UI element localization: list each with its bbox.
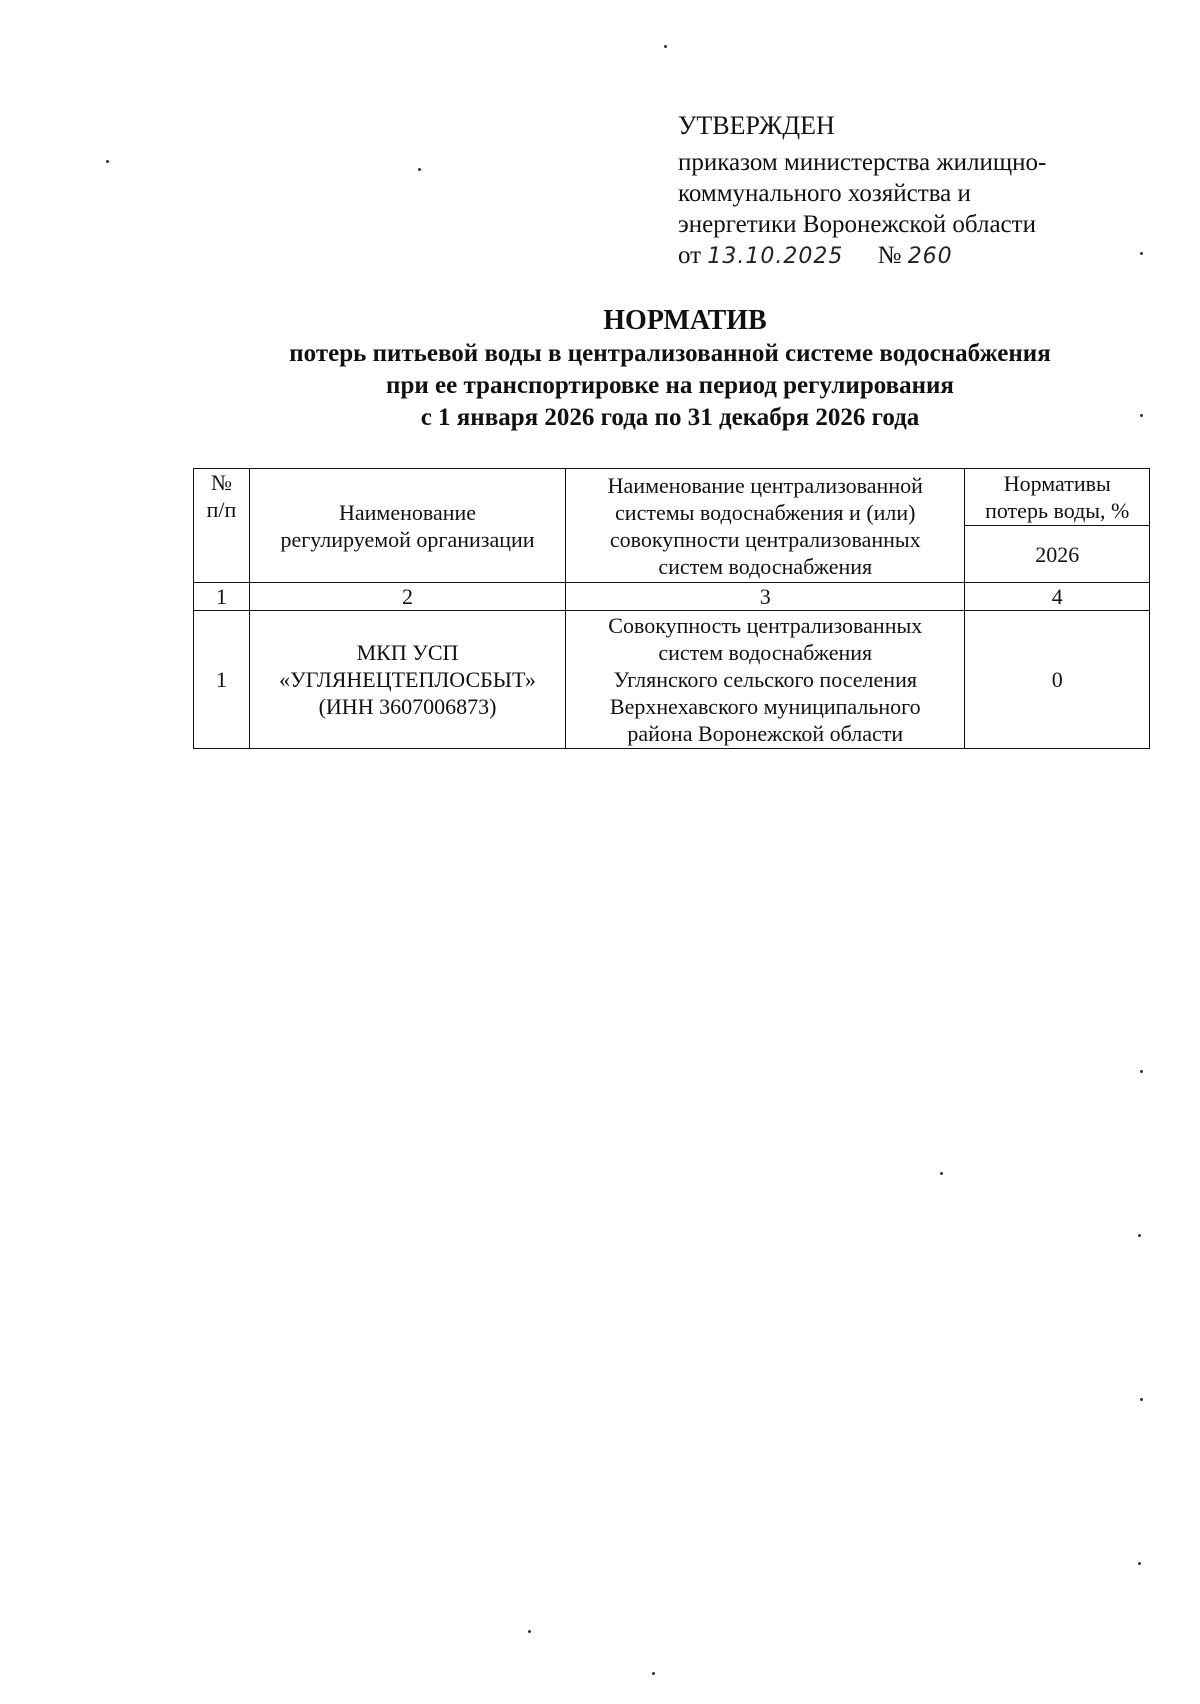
approved-heading: УТВЕРЖДЕН	[678, 111, 835, 140]
header-num-line-2: п/п	[206, 497, 237, 522]
scan-speck	[418, 168, 421, 171]
subtitle-line-1: потерь питьевой воды в централизованной системе водоснабжения	[289, 340, 1051, 367]
approval-block	[678, 110, 1158, 272]
row-org-line-3: (ИНН 3607006873)	[318, 694, 497, 719]
header-num	[194, 469, 250, 583]
document-title	[0, 304, 1200, 434]
row-system-line-5: района Воронежской области	[627, 721, 904, 746]
scan-speck	[1140, 252, 1143, 255]
approval-line-1: приказом министерства жилищно-	[678, 149, 1047, 176]
header-num-line-1: №	[210, 470, 232, 495]
scan-speck	[528, 1630, 531, 1633]
header-system-line-2: системы водоснабжения и (или)	[615, 499, 916, 525]
subtitle-line-3: с 1 января 2026 года по 31 декабря 2026 года	[420, 404, 920, 431]
header-norms-line-2: потерь воды, %	[985, 498, 1130, 523]
column-number-2: 2	[249, 583, 565, 611]
row-system	[566, 611, 965, 749]
row-system-line-1: Совокупность централизованных	[608, 613, 923, 638]
row-org	[249, 611, 565, 749]
row-org-line-2: «УГЛЯНЕЦТЕПЛОСБЫТ»	[279, 667, 536, 692]
header-year: 2026	[965, 526, 1150, 583]
row-org-line-1: МКП УСП	[356, 640, 459, 665]
header-org	[249, 469, 565, 583]
header-system	[566, 469, 965, 583]
column-number-row	[194, 583, 1150, 611]
header-org-line-2: регулируемой организации	[280, 526, 535, 552]
table-row	[194, 611, 1150, 749]
scan-speck	[106, 160, 109, 163]
scan-speck	[940, 1172, 943, 1175]
scan-speck	[1138, 1234, 1141, 1237]
column-number-1: 1	[194, 583, 250, 611]
norm-table	[193, 468, 1150, 749]
scan-speck	[664, 45, 667, 48]
approval-date-line	[678, 240, 1158, 272]
scan-speck	[652, 1672, 655, 1675]
handwritten-date: 13.10.2025	[707, 244, 844, 269]
number-prefix: №	[877, 242, 902, 269]
row-system-line-4: Верхнехавского муниципального	[609, 694, 921, 719]
header-norms	[965, 469, 1150, 526]
header-org-line-1: Наименование	[338, 499, 477, 525]
header-system-line-3: совокупности централизованных	[609, 526, 921, 552]
scan-speck	[1140, 1070, 1143, 1073]
header-system-line-4: систем водоснабжения	[658, 553, 873, 579]
scan-speck	[1138, 1562, 1141, 1565]
column-number-3: 3	[566, 583, 965, 611]
header-norms-line-1: Нормативы	[1003, 471, 1111, 496]
approval-line-3: энергетики Воронежской области	[678, 211, 1036, 238]
subtitle-line-2: при ее транспортировке на период регулирования	[386, 372, 954, 399]
date-prefix: от	[678, 242, 702, 269]
column-number-4: 4	[965, 583, 1150, 611]
main-title: НОРМАТИВ	[603, 305, 767, 336]
scan-speck	[1140, 1398, 1143, 1401]
row-num: 1	[194, 611, 250, 749]
header-system-line-1: Наименование централизованной	[607, 472, 923, 498]
approval-line-2: коммунального хозяйства и	[678, 180, 971, 207]
row-value: 0	[965, 611, 1150, 749]
scan-speck	[1140, 414, 1143, 417]
row-system-line-3: Углянского сельского поселения	[613, 667, 917, 692]
header-row	[194, 469, 1150, 526]
row-system-line-2: систем водоснабжения	[658, 640, 873, 665]
handwritten-number: 260	[907, 244, 953, 269]
